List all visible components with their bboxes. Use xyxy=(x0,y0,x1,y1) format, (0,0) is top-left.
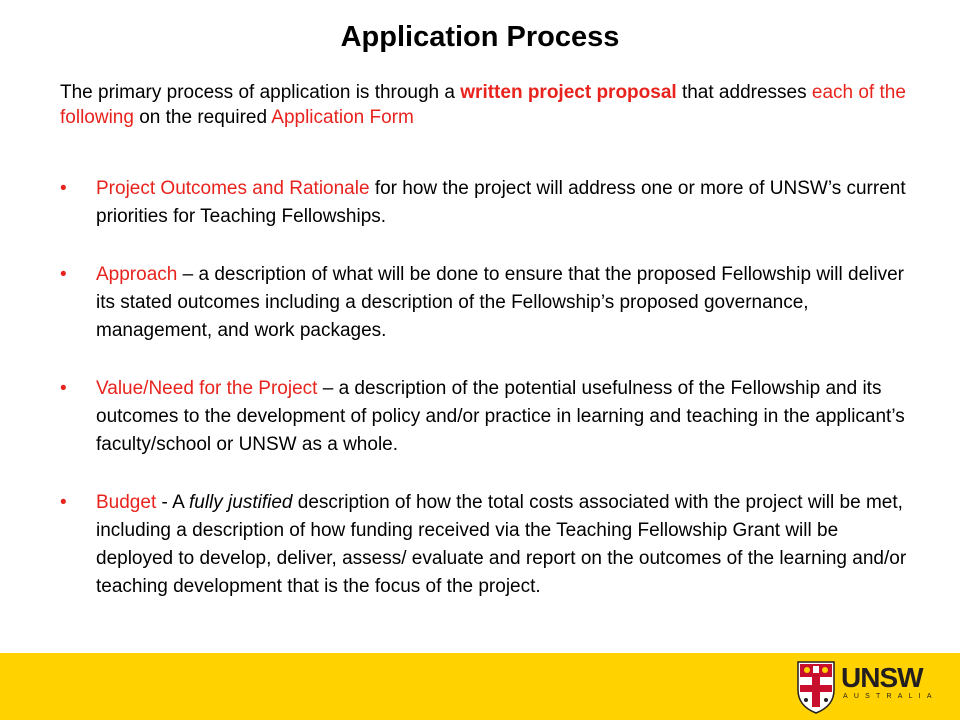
criteria-item-value xyxy=(60,375,910,459)
unsw-logo xyxy=(796,660,944,716)
slide-title: Application Process xyxy=(340,21,620,53)
bullet-icon: • xyxy=(60,264,67,285)
criteria-separator: - xyxy=(156,492,173,513)
criteria-list xyxy=(60,175,910,601)
intro-paragraph xyxy=(60,80,920,130)
logo-subtitle: AUSTRALIA xyxy=(843,693,938,700)
intro-text-2: that addresses xyxy=(676,82,812,103)
logo-wordmark: UNSW xyxy=(841,662,923,693)
bullet-icon: • xyxy=(60,378,67,399)
bullet-icon: • xyxy=(60,178,67,199)
criteria-term: Budget xyxy=(96,492,157,513)
bullet-icon: • xyxy=(60,492,67,513)
criteria-text-pre: A xyxy=(172,492,189,513)
intro-text-1: The primary process of application is through a xyxy=(60,82,461,103)
intro-highlight-proposal: written project proposal xyxy=(460,82,677,103)
intro-text-3: on the required xyxy=(133,107,272,128)
intro-highlight-form: Application Form xyxy=(271,107,414,128)
criteria-text: for how the project will address one or more of UNSW’s current priorities for Teaching Fellowships. xyxy=(96,178,906,227)
criteria-item-budget xyxy=(60,489,910,601)
criteria-text: – a description of what will be done to ensure that the proposed Fellowship will deliver its stated outcomes including a description of the Fellowship’s proposed governance, management, and work packages. xyxy=(96,264,904,341)
criteria-term: Value/Need for the Project xyxy=(96,378,318,399)
criteria-text: – a description of the potential usefulness of the Fellowship and its outcomes to the development of policy and/or practice in learning and teaching in the applicant’s faculty/school or UNSW as a whole. xyxy=(96,378,905,455)
crest-icon xyxy=(796,660,836,715)
criteria-term: Approach xyxy=(96,264,178,285)
criteria-item-outcomes xyxy=(60,175,910,231)
intro-highlight-following: each of the following xyxy=(60,82,906,128)
criteria-item-approach xyxy=(60,261,910,345)
criteria-term: Project Outcomes and Rationale xyxy=(96,178,370,199)
criteria-text: description of how the total costs associated with the project will be met, including a description of how funding received via the Teaching Fellowship Grant will be deployed to develop, deliver, assess/ evaluate and report on the outcomes of the learning and/or teaching development that is the focus of the project. xyxy=(96,492,907,597)
criteria-emphasis: fully justified xyxy=(188,492,293,513)
